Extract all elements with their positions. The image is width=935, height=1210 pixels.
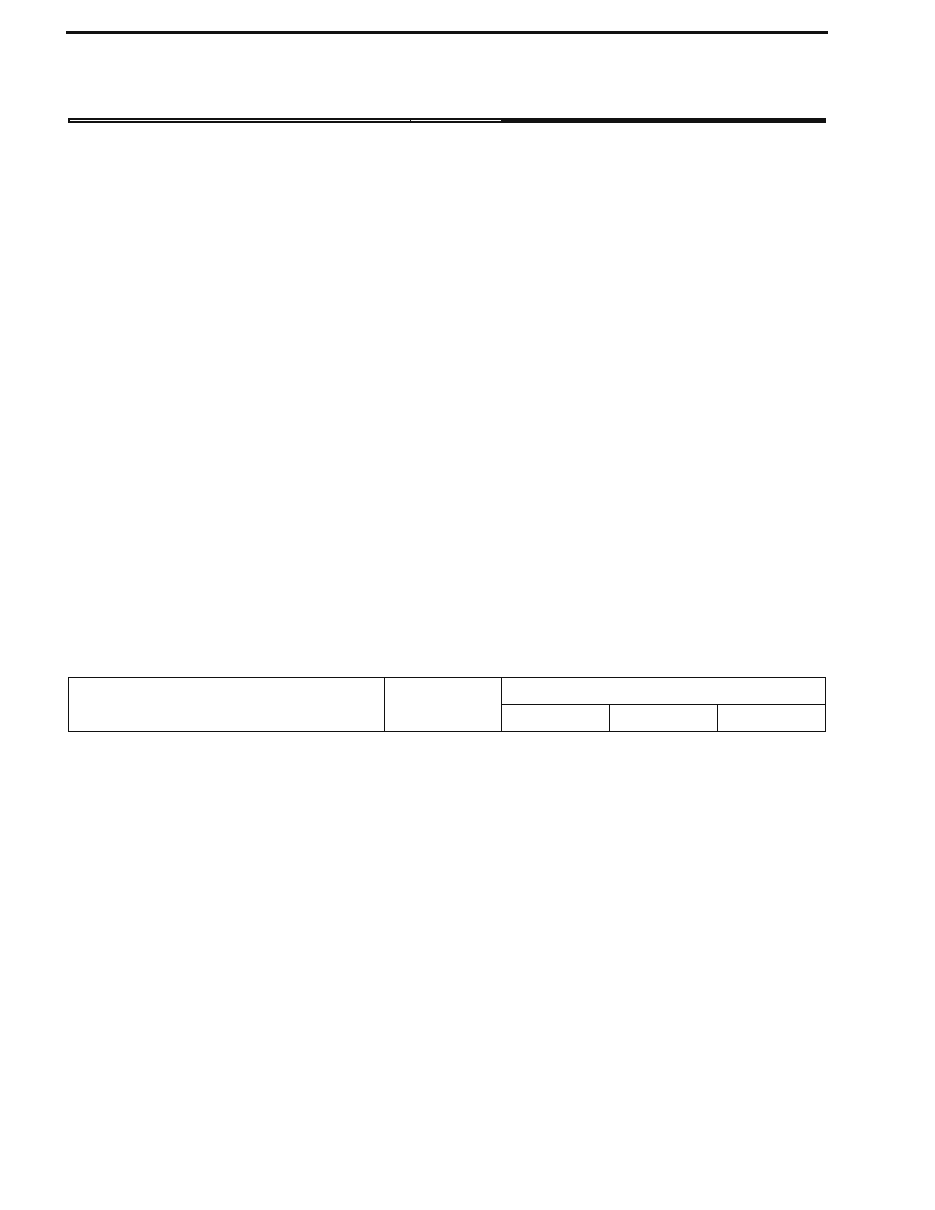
col-header-unit-lbft <box>717 121 825 123</box>
tightening-torque-table-wrap <box>68 118 826 123</box>
general-bolt-table-wrap <box>68 677 826 732</box>
col-header-thread-dia <box>410 119 502 122</box>
col-header-unit-nm <box>502 121 610 123</box>
col-header-item <box>69 119 410 122</box>
running-header <box>66 28 828 34</box>
col-header-thread-diameter <box>384 678 502 732</box>
table2-header-row-1 <box>69 678 826 705</box>
col-header-types-of-bolt <box>69 678 385 732</box>
col-header-unit2-lbft <box>718 705 826 732</box>
col-header-unit-kgm <box>610 121 718 123</box>
col-header-unit2-kgfm <box>610 705 718 732</box>
tightening-torque-table <box>68 118 826 123</box>
general-bolt-table <box>68 677 826 732</box>
header-rule <box>66 31 828 34</box>
col-header-unit2-nm <box>502 705 610 732</box>
col-header-group-torque-2 <box>502 678 826 705</box>
